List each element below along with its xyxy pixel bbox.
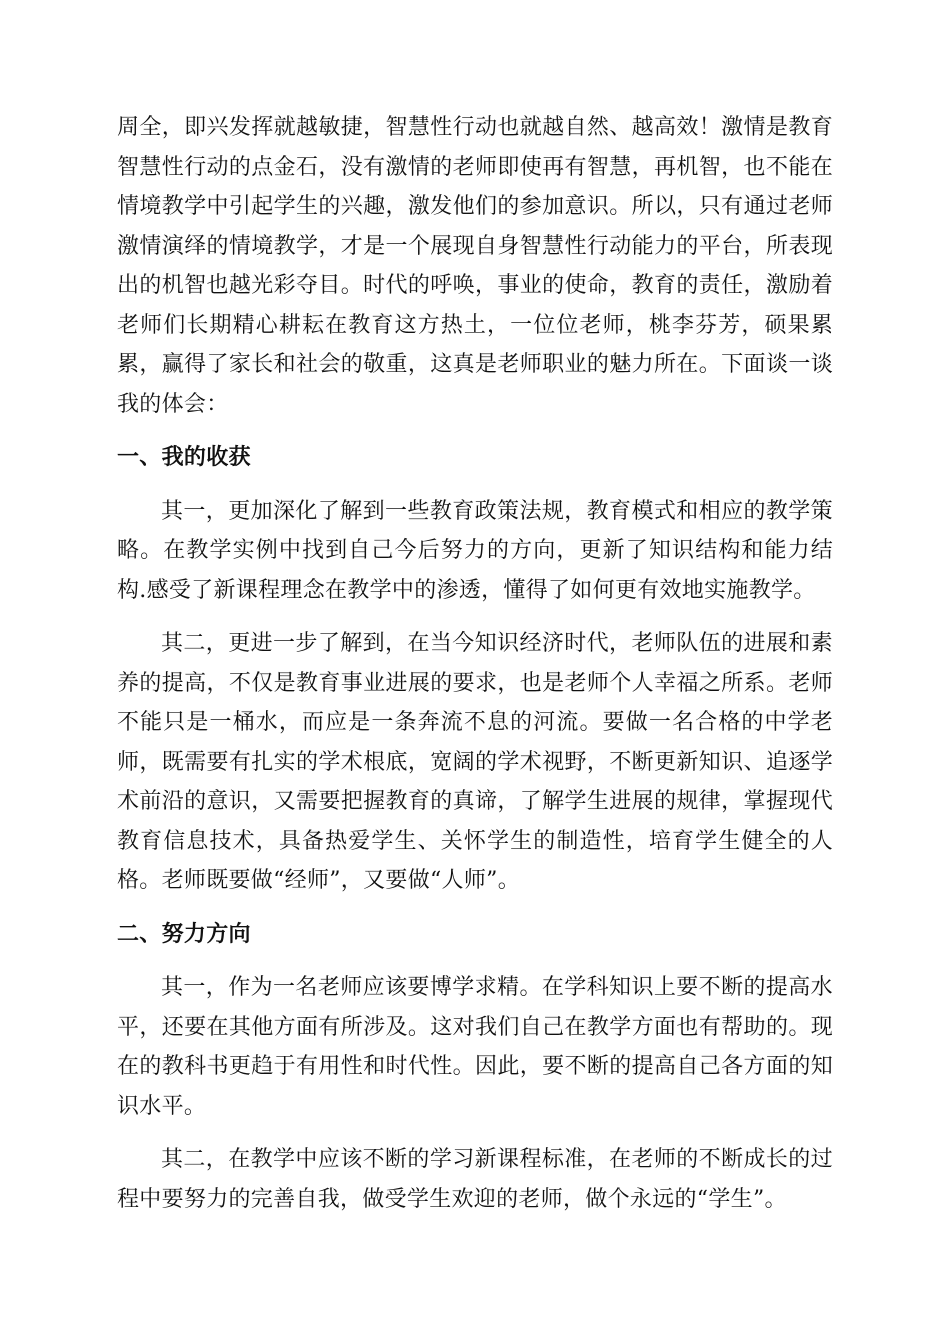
gains-paragraph-1: 其一，更加深化了解到一些教育政策法规，教育模式和相应的教学策略。在教学实例中找到自己今后努力的方向，更新了知识结构和能力结构.感受了新课程理念在教学中的渗透，懂得了如何更有效地实施教学。 <box>117 498 833 603</box>
section-heading-direction: 二、努力方向 <box>117 921 251 947</box>
direction-paragraph-1: 其一，作为一名老师应该要博学求精。在学科知识上要不断的提高水平，还要在其他方面有所涉及。这对我们自己在教学方面也有帮助的。现在的教科书更趋于有用性和时代性。因此，要不断的提高自己各方面的知识水平。 <box>117 975 833 1119</box>
section-heading-gains: 一、我的收获 <box>117 445 251 470</box>
gains-paragraph-2: 其二，更进一步了解到，在当今知识经济时代，老师队伍的进展和素养的提高，不仅是教育事业进展的要求，也是老师个人幸福之所系。老师不能只是一桶水，而应是一条奔流不息的河流。要做一名合格的中学老师，既需要有扎实的学术根底，宽阔的学术视野，不断更新知识、追逐学术前沿的意识，又需要把握教育的真谛，了解学生进展的规律，掌握现代教育信息技术，具备热爱学生、关怀学生的制造性，培育学生健全的人格。老师既要做“经师”，又要做“人师”。 <box>117 631 833 893</box>
intro-paragraph: 周全，即兴发挥就越敏捷，智慧性行动也就越自然、越高效！激情是教育智慧性行动的点金石，没有激情的老师即使再有智慧，再机智，也不能在情境教学中引起学生的兴趣，激发他们的参加意识。所以，只有通过老师激情演绎的情境教学，才是一个展现自身智慧性行动能力的平台，所表现出的机智也越光彩夺目。时代的呼唤，事业的使命，教育的责任，激励着老师们长期精心耕耘在教育这方热土，一位位老师，桃李芬芳，硕果累累，赢得了家长和社会的敬重，这真是老师职业的魅力所在。下面谈一谈我的体会： <box>117 115 833 417</box>
direction-paragraph-2: 其二，在教学中应该不断的学习新课程标准，在老师的不断成长的过程中要努力的完善自我，做受学生欢迎的老师，做个永远的“学生”。 <box>117 1147 833 1212</box>
document-body <box>117 108 833 1219</box>
